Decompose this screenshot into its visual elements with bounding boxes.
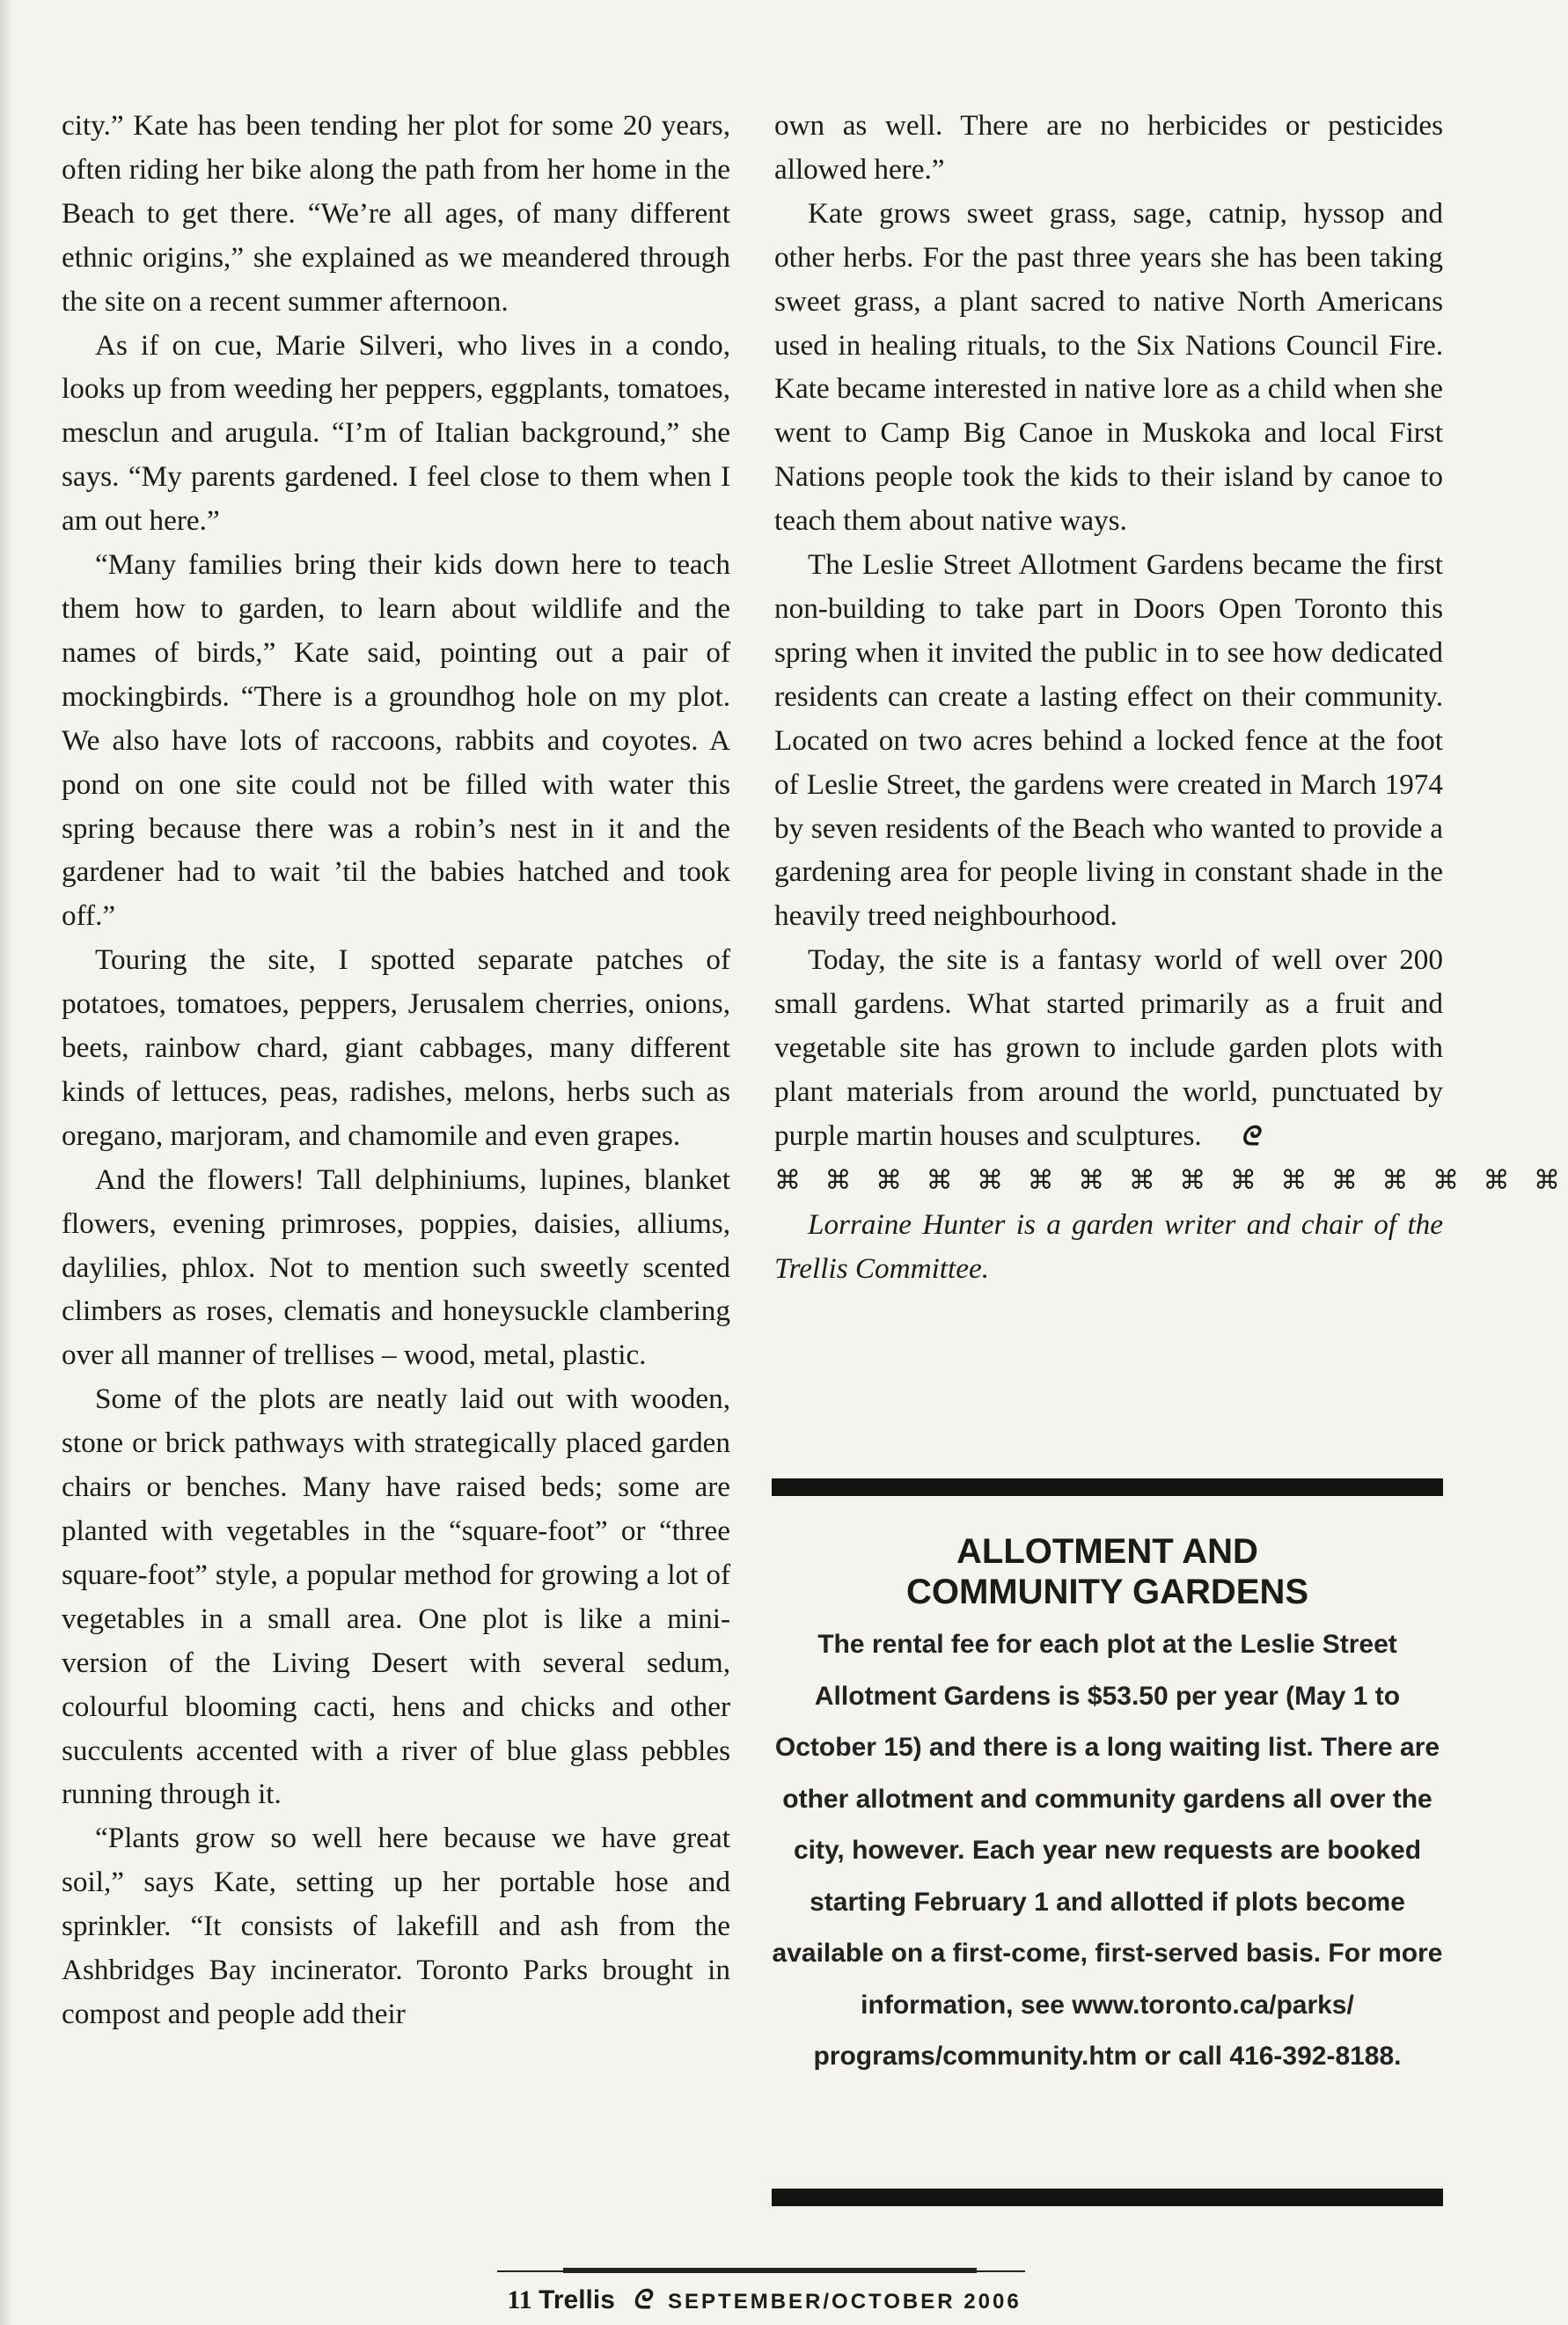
author-byline: Lorraine Hunter is a garden writer and chair of the Trellis Committee.	[774, 1207, 1443, 1285]
paragraph	[774, 938, 1443, 1159]
sidebar-title	[772, 1531, 1443, 1612]
footer-rule-accent	[563, 2268, 977, 2273]
page-number: 11	[507, 2285, 532, 2314]
paragraph: The Leslie Street Allotment Gardens became the first non-building to take part in Doors Open Toronto this spring when it invited the public in to see how dedicated residents can create a lasting effect on their community. Located on two acres behind a locked fence at the foot of Leslie Street, the gardens were created in March 1974 by seven residents of the Beach who wanted to provide a gardening area for people living in constant shade in the heavily treed neighbourhood.	[774, 548, 1443, 933]
paragraph-text: Today, the site is a fantasy world of well over 200 small gardens. What started primarily as a fruit and vegetable site has grown to include garden plots with plant materials from around the world, punctuated by purple martin houses and sculptures.	[774, 943, 1443, 1152]
article-right-column	[774, 104, 1568, 1291]
publication-name: Trellis	[539, 2285, 615, 2314]
sidebar-body: The rental fee for each plot at the Leslie Street Allotment Gardens is $53.50 per year (May 1 to October 15) and there is a long waiting list. There are other allotment and community gardens all over the city, however. Each year new requests are booked starting February 1 and allotted if plots become available on a first-come, first-served basis. For more information, see www.toronto.ca/parks/ programs/community.htm or call 416-392-8188.	[772, 1630, 1443, 2071]
paragraph: Some of the plots are neatly laid out with wooden, stone or brick pathways with strategically placed garden chairs or benches. Many have raised beds; some are planted with vegetables in the “square-foot” or “three square-foot” style, a popular method for growing a lot of vegetables in a small area. One plot is like a mini-version of the Living Desert with several sedum, colourful blooming cacti, hens and chicks and other succulents accented with a river of blue glass pebbles running through it.	[62, 1383, 730, 1811]
page-footer	[0, 2285, 1528, 2318]
paragraph: Touring the site, I spotted separate patches of potatoes, tomatoes, peppers, Jerusalem cherries, onions, beets, rainbow chard, giant cabbages, many different kinds of lettuces, peas, radishes, melons, herbs such as oregano, marjoram, and chamomile and even grapes.	[62, 943, 730, 1152]
trellis-logo-icon: ᘓ	[632, 2285, 651, 2315]
trellis-end-mark-icon: ᘓ	[1240, 1120, 1259, 1152]
paragraph: As if on cue, Marie Silveri, who lives in a condo, looks up from weeding her peppers, eggplants, tomatoes, mesclun and arugula. “I’m of Italian background,” she says. “My parents gardened. I feel close to them when I am out here.”	[62, 328, 730, 538]
issue-date: SEPTEMBER/OCTOBER 2006	[668, 2290, 1022, 2314]
paragraph: “Plants grow so well here because we have great soil,” says Kate, setting up her portable hose and sprinkler. “It consists of lakefill and ash from the Ashbridges Bay incinerator. Toronto Parks brought in compost and people add their	[62, 1822, 730, 2030]
sidebar-box	[772, 1531, 1443, 2083]
sidebar-bottom-rule	[772, 2189, 1443, 2206]
paragraph: own as well. There are no herbicides or pesticides allowed here.”	[774, 109, 1443, 186]
sidebar-title-line1: ALLOTMENT AND	[956, 1532, 1258, 1571]
paragraph: city.” Kate has been tending her plot for some 20 years, often riding her bike along the path from her home in the Beach to get there. “We’re all ages, of many different ethnic origins,” she explained as we meandered through the site on a recent summer afternoon.	[62, 109, 730, 318]
sidebar-top-rule	[772, 1478, 1443, 1496]
paragraph: And the flowers! Tall delphiniums, lupines, blanket flowers, evening primroses, poppies, daisies, alliums, daylilies, phlox. Not to mention such sweetly scented climbers as roses, clematis and honeysuckle clambering over all manner of trellises – wood, metal, plastic.	[62, 1162, 730, 1372]
article-left-column	[62, 104, 730, 2036]
paragraph: Kate grows sweet grass, sage, catnip, hyssop and other herbs. For the past three years she has been taking sweet grass, a plant sacred to native North Americans used in healing rituals, to the Six Nations Council Fire. Kate became interested in native lore as a child when she went to Camp Big Canoe in Muskoka and local First Nations people took the kids to their island by canoe to teach them about native ways.	[774, 196, 1443, 538]
dingbat-divider: ⌘ ⌘ ⌘ ⌘ ⌘ ⌘ ⌘ ⌘ ⌘ ⌘ ⌘ ⌘ ⌘ ⌘ ⌘ ⌘	[774, 1164, 1568, 1196]
page-edge-shadow	[0, 0, 12, 2325]
sidebar-title-line2: COMMUNITY GARDENS	[905, 1573, 1309, 1611]
paragraph: “Many families bring their kids down here to teach them how to garden, to learn about wildlife and the names of birds,” Kate said, pointing out a pair of mockingbirds. “There is a groundhog hole on my plot. We also have lots of raccoons, rabbits and coyotes. A pond on one site could not be filled with water this spring because there was a robin’s nest in it and the gardener had to wait ’til the babies hatched and took off.”	[62, 548, 730, 933]
